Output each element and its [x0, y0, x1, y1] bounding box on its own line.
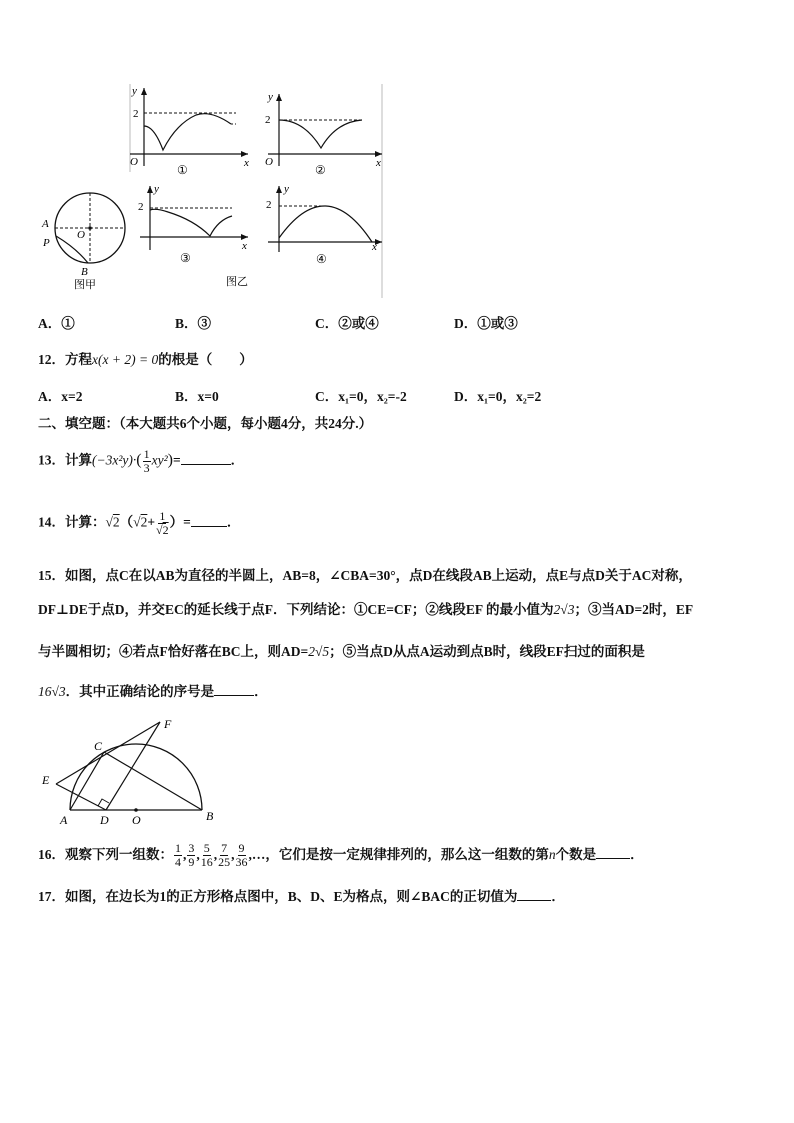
graph-2-number: ②	[315, 163, 326, 177]
q17-number: 17．	[38, 889, 65, 904]
fig15-label-f: F	[164, 717, 172, 731]
fig15-label-e: E	[42, 773, 50, 787]
q14-end: ．	[226, 514, 241, 530]
q17-answer-blank[interactable]	[517, 888, 551, 901]
q16-frac-1-num: 1	[175, 841, 181, 856]
q15-text-4: ．其中正确结论的序号是	[65, 684, 215, 699]
q14-frac-num: 1	[159, 509, 166, 523]
q15-line-3	[38, 640, 645, 660]
q17-text: 如图，在边长为1的正方形格点图中，B、D、E为格点，则∠BAC的正切值为	[65, 889, 518, 904]
q12-stem	[38, 348, 253, 368]
point-p-label: P	[43, 237, 50, 249]
fig-yi-label: 图乙	[226, 275, 248, 288]
q14-sqrt-2: 2	[140, 514, 148, 530]
q11-option-d-letter: D．	[454, 316, 478, 331]
graph-4	[266, 183, 382, 266]
q16-pre: 观察下列一组数：	[65, 847, 173, 862]
q16-fraction-1	[174, 842, 182, 869]
graph-3-two-label: 2	[138, 201, 144, 213]
q12-option-a-letter: A．	[38, 389, 62, 404]
q11-option-a-text: ①	[61, 316, 75, 331]
graph-3-number: ③	[180, 251, 191, 265]
q16-ellipsis: ,…	[248, 847, 266, 862]
q15-text-2b: ；③当AD=2时，EF	[574, 602, 694, 617]
q16-frac-2-den: 9	[188, 855, 195, 870]
q14-number: 14．	[38, 514, 65, 530]
graph-3	[138, 183, 248, 265]
graph-4-two-label: 2	[266, 199, 272, 211]
graph-3-x-label: x	[242, 240, 247, 252]
graph-2-two-label: 2	[265, 114, 271, 126]
q13-frac-num: 1	[143, 447, 150, 461]
q16-fraction-2	[187, 842, 195, 869]
q14-pre: 计算：	[65, 514, 106, 530]
point-a-label: A	[42, 218, 49, 230]
q12-option-a	[38, 385, 82, 405]
graph-4-x-label: x	[372, 241, 377, 253]
fig-jia-label: 图甲	[74, 278, 96, 291]
q15-text-3a: 与半圆相切；④若点F恰好落在BC上，则AD=	[38, 644, 309, 659]
q16-n: n	[548, 847, 556, 862]
q12-equation: x(x + 2) = 0	[92, 352, 159, 367]
graph-2-y-label: y	[268, 91, 273, 103]
q14-open: （	[119, 514, 134, 530]
q16-frac-1-den: 4	[175, 855, 181, 870]
q13-equals: =	[172, 452, 181, 468]
q11-option-b	[175, 312, 211, 332]
point-b-label: B	[81, 266, 88, 278]
graph-1-x-label: x	[244, 157, 249, 169]
q16-end: ．	[630, 847, 644, 862]
fig15-label-b: B	[206, 809, 214, 823]
q14-stem: 14．计算：√2（√2+ $\frac{1}{√2}$ ）= ．	[38, 509, 241, 537]
graph-2-x-label: x	[376, 157, 381, 169]
q12-option-c-letter: C．	[315, 389, 339, 404]
q16-frac-3-den: 16	[200, 855, 213, 870]
q12-option-b	[175, 385, 219, 405]
q11-option-a-letter: A．	[38, 316, 62, 331]
q11-option-c-letter: C．	[315, 316, 339, 331]
q14-close: ）=	[169, 514, 191, 530]
q13-number: 13．	[38, 452, 65, 468]
q15-text-3b: ；⑤当点D从点A运动到点B时，线段EF扫过的面积是	[329, 644, 645, 659]
q11-option-c-text: ②或④	[338, 316, 379, 331]
q15-end: ．	[254, 684, 268, 699]
q14-sqrt-1: 2	[112, 514, 120, 530]
graph-2-o-label: O	[265, 156, 273, 168]
q12-option-d-text: x₁=0，x₂=2	[477, 389, 542, 404]
q11-option-d	[454, 312, 518, 332]
q13-stem: 13．计算(−3x²y)·( $\frac{1}{3}$ xy²)= ．	[38, 447, 245, 475]
fig15-label-d: D	[100, 813, 109, 827]
q13-expr-right: xy²	[151, 452, 168, 468]
q17-stem	[38, 885, 565, 905]
q16-fraction-3	[201, 842, 213, 869]
q11-option-c	[315, 312, 379, 332]
q13-pre: 计算	[65, 452, 92, 468]
q11-option-a	[38, 312, 75, 332]
graph-4-y-label: y	[284, 183, 289, 195]
graph-1-o-label: O	[130, 156, 138, 168]
q15-line-1	[38, 564, 692, 584]
fig15-label-o: O	[132, 813, 141, 827]
q12-number: 12．	[38, 352, 65, 367]
q15-ad-value: 2√5	[308, 644, 330, 659]
q15-text-1: 如图，点C在以AB为直径的半圆上，AB=8，∠CBA=30°，点D在线段AB上运动，点E与点D关于AC对称，	[65, 568, 692, 583]
q13-expr-left: (−3x²y)·	[92, 452, 137, 468]
q14-fraction: $\frac{1}{√2}$	[156, 509, 169, 537]
fig15-label-a: A	[60, 813, 68, 827]
q12-option-b-text: x=0	[197, 389, 219, 404]
q16-stem: 16．观察下列一组数： $\frac{1}{4}$ , $\frac{3}{9}$ , $\frac{5}{16}$ , $\frac{7}{25}$ , $\frac{9}{36}$ ,…，它们是按一定规律排列的，那么这一组数的第n个数是 ．	[38, 841, 644, 870]
graph-1	[130, 85, 249, 177]
q13-fraction	[143, 448, 151, 475]
q17-end: ．	[551, 889, 565, 904]
q16-frac-3-num: 5	[203, 841, 210, 856]
q15-figure	[36, 712, 236, 830]
q15-area-value: 16√3	[38, 684, 66, 699]
q13-end: ．	[230, 452, 245, 468]
q11-option-d-text: ①或③	[477, 316, 518, 331]
q12-option-c-text: x₁=0，x₂=-2	[338, 389, 407, 404]
q12-option-d	[454, 385, 541, 405]
circle-figure	[41, 193, 125, 291]
q13-answer-blank[interactable]	[181, 452, 231, 465]
q13-frac-den: 3	[143, 461, 150, 475]
section-2-heading: 二、填空题：（本大题共6个小题，每小题4分，共24分.）	[38, 416, 373, 431]
q12-option-c	[315, 385, 407, 405]
graph-4-number: ④	[316, 252, 327, 266]
q14-frac-den-sqrt: 2	[162, 523, 169, 537]
q14-plus: +	[147, 514, 156, 530]
q12-option-a-text: x=2	[61, 389, 83, 404]
q15-number: 15．	[38, 568, 65, 583]
q16-frac-4-num: 7	[221, 841, 228, 856]
graph-2	[265, 91, 382, 177]
q16-fraction-5	[236, 842, 248, 869]
q16-frac-4-den: 25	[218, 855, 231, 870]
graph-1-two-label: 2	[133, 108, 139, 120]
q16-answer-blank[interactable]	[596, 846, 630, 859]
q12-post: 的根是（ ）	[158, 352, 253, 367]
q15-line-2	[38, 598, 693, 618]
q14-answer-blank[interactable]	[191, 514, 227, 527]
q11-option-b-letter: B．	[175, 316, 198, 331]
q16-frac-5-num: 9	[238, 841, 245, 856]
q11-figures	[36, 80, 396, 300]
point-o-label: O	[77, 229, 85, 241]
fig15-label-c: C	[94, 739, 103, 753]
graph-1-y-label: y	[132, 85, 137, 97]
q15-line-4	[38, 680, 268, 700]
q12-option-b-letter: B．	[175, 389, 198, 404]
q15-text-2a: DF⊥DE于点D，并交EC的延长线于点F．下列结论：①CE=CF；②线段EF 的最小值为	[38, 602, 554, 617]
q16-frac-2-num: 3	[188, 841, 195, 856]
q15-answer-blank[interactable]	[214, 683, 254, 696]
q12-option-d-letter: D．	[454, 389, 478, 404]
q12-pre: 方程	[65, 352, 92, 367]
graph-1-number: ①	[177, 163, 188, 177]
q16-frac-5-den: 36	[235, 855, 248, 870]
q15-min-value: 2√3	[553, 602, 575, 617]
q16-fraction-4	[218, 842, 230, 869]
q11-option-b-text: ③	[197, 316, 212, 331]
q16-post-a: ，它们是按一定规律排列的，那么这一组数的第	[265, 847, 549, 862]
graph-3-y-label: y	[154, 183, 159, 195]
q16-number: 16．	[38, 847, 65, 862]
q16-post-b: 个数是	[555, 847, 597, 862]
